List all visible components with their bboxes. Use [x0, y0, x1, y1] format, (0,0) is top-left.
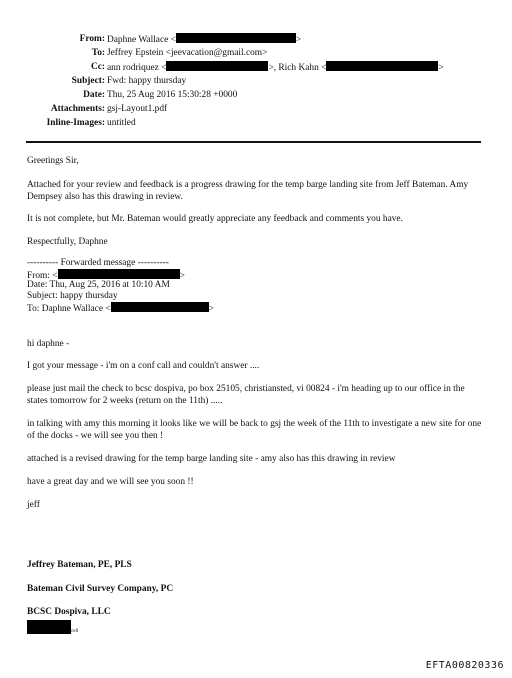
redaction-bar — [326, 61, 438, 71]
message-paragraph: attached is a revised drawing for the temp barge landing site - amy also has this drawing in review — [27, 454, 396, 464]
header-to — [0, 47, 512, 60]
message-paragraph: have a great day and we will see you soon !! — [27, 477, 194, 487]
to-value: Jeffrey Epstein <jeevacation@gmail.com> — [107, 48, 268, 58]
header-inline-images — [0, 117, 512, 130]
from-value: Daphne Wallace < > — [107, 35, 302, 45]
redaction-bar — [166, 61, 268, 71]
cc-value: ann rodriquez < >, Rich Kahn < > — [107, 63, 444, 73]
message-closing: jeff — [27, 500, 40, 510]
message-paragraph: in talking with amy this morning it looks like we will be back to gsj the week of the 11th to investigate a new site for one of the docks - we will see you then ! — [27, 419, 482, 441]
header-date — [0, 89, 512, 102]
greeting: Greetings Sir, — [27, 156, 79, 166]
attachment-link[interactable]: gsj-Layout1.pdf — [107, 104, 168, 114]
redaction-bar — [27, 620, 71, 634]
inline-images-label: Inline-Images: — [46, 118, 105, 128]
forward-subject: Subject: happy thursday — [27, 291, 118, 301]
header-from — [0, 33, 512, 46]
header-cc — [0, 61, 512, 74]
subject-value: Fwd: happy thursday — [107, 76, 187, 86]
header-subject — [0, 75, 512, 88]
forward-marker: ---------- Forwarded message ---------- — [27, 258, 169, 268]
signature-company: BCSC Dospiva, LLC — [27, 607, 111, 617]
signature-company: Bateman Civil Survey Company, PC — [27, 584, 174, 594]
to-label: To: — [91, 48, 105, 58]
body-paragraph: It is not complete, but Mr. Bateman would greatly appreciate any feedback and comments you have. — [27, 214, 403, 224]
header-attachments — [0, 103, 512, 116]
message-paragraph: I got your message - i'm on a conf call and couldn't answer .... — [27, 361, 260, 371]
redaction-bar — [111, 302, 209, 312]
redaction-bar — [176, 33, 296, 43]
signature-name: Jeffrey Bateman, PE, PLS — [27, 560, 132, 570]
cc-label: Cc: — [90, 62, 105, 72]
message-salutation: hi daphne - — [27, 339, 70, 349]
inline-images-value: untitled — [107, 118, 136, 128]
date-value: Thu, 25 Aug 2016 15:30:28 +0000 — [107, 90, 238, 100]
forward-to: To: Daphne Wallace < > — [27, 304, 214, 314]
redaction-bar — [58, 269, 180, 279]
body-paragraph: Attached for your review and feedback is a progress drawing for the temp barge landing site from Jeff Bateman. Amy Dempsey also has this drawing in review. — [27, 180, 469, 202]
date-label: Date: — [83, 90, 105, 100]
header-divider — [26, 141, 481, 143]
signature-cell: cell — [27, 620, 78, 637]
from-label: From: — [79, 34, 105, 44]
subject-label: Subject: — [71, 76, 105, 86]
document-id: EFTA00820336 — [425, 660, 504, 671]
signoff: Respectfully, Daphne — [27, 237, 108, 247]
message-paragraph: please just mail the check to bcsc dospiva, po box 25105, christiansted, vi 00824 - i'm heading up to our office in the states tomorrow for 2 weeks (return on the 11th) ..... — [27, 384, 465, 406]
attachments-label: Attachments: — [50, 104, 105, 114]
forward-date: Date: Thu, Aug 25, 2016 at 10:10 AM — [27, 280, 170, 290]
forward-from: From: < > — [27, 271, 185, 281]
